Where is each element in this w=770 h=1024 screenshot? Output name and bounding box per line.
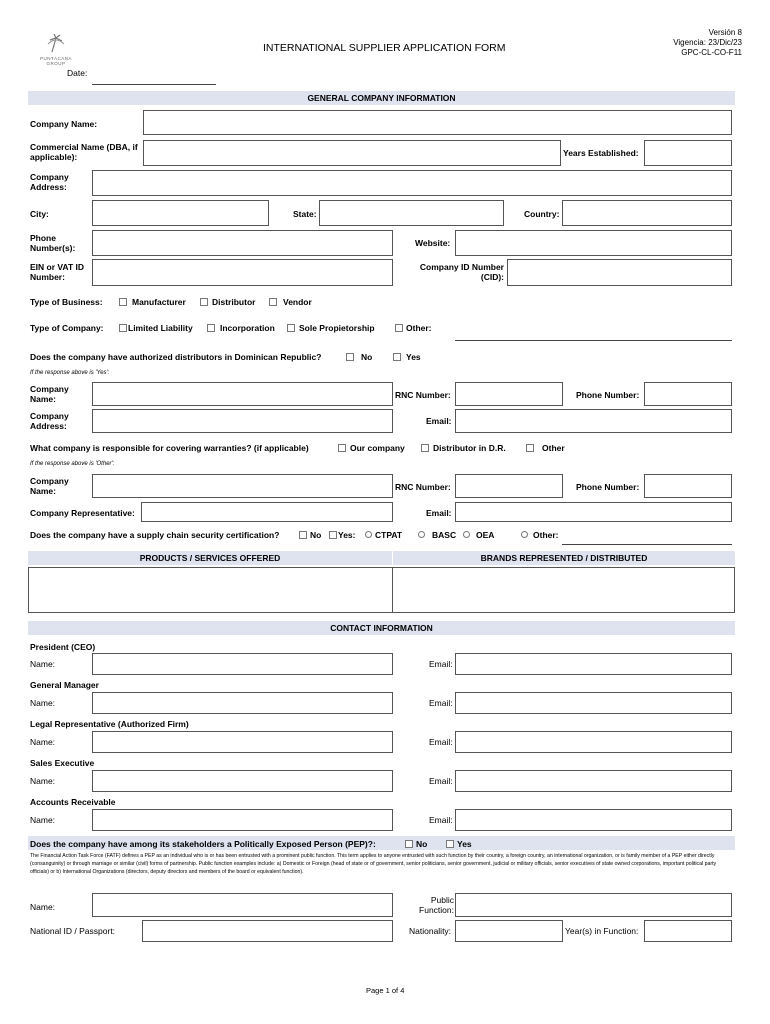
- pep-public-function-field[interactable]: [455, 893, 732, 917]
- date-input-line[interactable]: [92, 84, 216, 85]
- dist-phone-label: Phone Number:: [576, 390, 640, 400]
- pep-national-id-field[interactable]: [142, 920, 393, 942]
- legal-email-field[interactable]: [455, 731, 732, 753]
- warranty-phone-label: Phone Number:: [576, 482, 640, 492]
- state-label: State:: [293, 209, 317, 219]
- ein-vat-field[interactable]: [92, 259, 393, 286]
- dist-address-field[interactable]: [92, 409, 393, 433]
- distributors-yes-checkbox[interactable]: [393, 353, 401, 361]
- other-company-type-line[interactable]: [455, 340, 732, 341]
- brands-header: BRANDS REPRESENTED / DISTRIBUTED: [393, 551, 735, 565]
- dist-company-name-field[interactable]: [92, 382, 393, 406]
- ar-email-field[interactable]: [455, 809, 732, 831]
- distributors-yes-note: If the response above is 'Yes':: [30, 370, 110, 376]
- city-field[interactable]: [92, 200, 269, 226]
- years-established-field[interactable]: [644, 140, 732, 166]
- security-yes-checkbox[interactable]: [329, 531, 337, 539]
- dist-email-field[interactable]: [455, 409, 732, 433]
- distributors-question: Does the company have authorized distributors in Dominican Republic?: [30, 352, 322, 362]
- date-label: Date:: [67, 68, 88, 78]
- version-block: [640, 28, 742, 58]
- warranty-phone-field[interactable]: [644, 474, 732, 498]
- incorporation-option: Incorporation: [220, 323, 275, 333]
- ar-name-label: Name:: [30, 815, 56, 825]
- other-company-type-option: Other:: [406, 323, 432, 333]
- sole-proprietorship-checkbox[interactable]: [287, 324, 295, 332]
- warranty-other-note: If the response above is 'Other':: [30, 461, 115, 467]
- dist-address-label: Company Address:: [30, 411, 69, 431]
- sales-email-field[interactable]: [455, 770, 732, 792]
- general-section-header: GENERAL COMPANY INFORMATION: [28, 91, 735, 105]
- role-ceo-label: President (CEO): [30, 642, 96, 652]
- company-type-label: Type of Company:: [30, 323, 104, 333]
- products-header: PRODUCTS / SERVICES OFFERED: [28, 551, 392, 565]
- logo-text: PUNTACANA GROUP: [40, 56, 72, 66]
- business-type-label: Type of Business:: [30, 297, 103, 307]
- security-no-label: No: [310, 530, 322, 540]
- other-cert-option: Other:: [533, 530, 559, 540]
- validity-text: Vigencia: 23/Dic/23: [673, 38, 742, 47]
- warranty-our-company-option: Our company: [350, 443, 405, 453]
- warranty-our-company-checkbox[interactable]: [338, 444, 346, 452]
- pep-nationality-field[interactable]: [455, 920, 563, 942]
- sales-name-field[interactable]: [92, 770, 393, 792]
- phone-numbers-label: Phone Number(s):: [30, 233, 76, 253]
- ceo-email-label: Email:: [429, 659, 453, 669]
- form-title: INTERNATIONAL SUPPLIER APPLICATION FORM: [263, 42, 506, 54]
- oea-option: OEA: [476, 530, 495, 540]
- security-no-checkbox[interactable]: [299, 531, 307, 539]
- sales-email-label: Email:: [429, 776, 453, 786]
- ctpat-radio[interactable]: [365, 531, 372, 538]
- years-established-label: Years Established:: [563, 148, 639, 158]
- state-field[interactable]: [319, 200, 504, 226]
- warranty-distributor-option: Distributor in D.R.: [433, 443, 506, 453]
- sole-proprietorship-option: Sole Propietorship: [299, 323, 375, 333]
- pep-nationality-label: Nationality:: [409, 926, 452, 936]
- website-label: Website:: [415, 238, 451, 248]
- legal-name-label: Name:: [30, 737, 56, 747]
- company-address-field[interactable]: [92, 170, 732, 196]
- manufacturer-option: Manufacturer: [132, 297, 186, 307]
- country-label: Country:: [524, 209, 560, 219]
- other-cert-line[interactable]: [562, 544, 732, 545]
- warranty-representative-field[interactable]: [141, 502, 393, 522]
- warranty-question: What company is responsible for covering warranties? (if applicable): [30, 443, 309, 453]
- limited-liability-option: Limited Liability: [128, 323, 193, 333]
- incorporation-checkbox[interactable]: [207, 324, 215, 332]
- limited-liability-checkbox[interactable]: [119, 324, 127, 332]
- dist-rnc-label: RNC Number:: [395, 390, 451, 400]
- vendor-option: Vendor: [283, 297, 312, 307]
- warranty-distributor-checkbox[interactable]: [421, 444, 429, 452]
- dist-email-label: Email:: [426, 416, 452, 426]
- gm-name-label: Name:: [30, 698, 56, 708]
- company-id-label: Company ID Number (CID):: [419, 262, 504, 282]
- manufacturer-checkbox[interactable]: [119, 298, 127, 306]
- legal-name-field[interactable]: [92, 731, 393, 753]
- distributors-yes-label: Yes: [406, 352, 421, 362]
- website-field[interactable]: [455, 230, 732, 256]
- gm-email-field[interactable]: [455, 692, 732, 714]
- role-gm-label: General Manager: [30, 680, 99, 690]
- pep-no-label: No: [416, 839, 428, 849]
- pep-yes-label: Yes: [457, 839, 472, 849]
- commercial-name-label: Commercial Name (DBA, if applicable):: [30, 142, 138, 162]
- oea-radio[interactable]: [463, 531, 470, 538]
- pep-years-function-label: Year(s) in Function:: [565, 926, 639, 936]
- role-ar-label: Accounts Receivable: [30, 797, 116, 807]
- ceo-name-label: Name:: [30, 659, 56, 669]
- phone-numbers-field[interactable]: [92, 230, 393, 256]
- brands-field[interactable]: [392, 567, 735, 613]
- warranty-email-label: Email:: [426, 508, 452, 518]
- pep-name-label: Name:: [30, 902, 56, 912]
- pep-public-function-label: Public Function:: [419, 895, 454, 915]
- warranty-other-checkbox[interactable]: [526, 444, 534, 452]
- security-yes-label: Yes:: [338, 530, 356, 540]
- palm-logo-icon: [30, 34, 82, 54]
- warranty-other-option: Other: [542, 443, 565, 453]
- vendor-checkbox[interactable]: [269, 298, 277, 306]
- gm-name-field[interactable]: [92, 692, 393, 714]
- ceo-name-field[interactable]: [92, 653, 393, 675]
- role-sales-label: Sales Executive: [30, 758, 95, 768]
- warranty-company-name-label: Company Name:: [30, 476, 69, 496]
- security-question: Does the company have a supply chain security certification?: [30, 530, 280, 540]
- pep-definition: The Financial Action Task Force (FATF) defines a PEP as an individual who is or has been entrusted with a prominent public function. This term applies to anyone entrusted with such function by their country, a foreign country, an international organization, or is family member of a PEP either directly (consanguinity) or through marriage or similar (civil) forms of partnership. Public function examples include: a) Domestic or Foreign (head of state or of government, senior politicians, senior government, judicial or military officials, senior executives of state owned corporations, important political party officials) or b) International Organizations (directors, deputy directors and members of the board or equivalent function).: [30, 853, 717, 875]
- warranty-rnc-field[interactable]: [455, 474, 563, 498]
- company-name-label: Company Name:: [30, 119, 98, 129]
- basc-option: BASC: [432, 530, 457, 540]
- distributor-checkbox[interactable]: [200, 298, 208, 306]
- commercial-name-field[interactable]: [143, 140, 561, 166]
- pep-years-function-field[interactable]: [644, 920, 732, 942]
- pep-yes-checkbox[interactable]: [446, 840, 454, 848]
- country-field[interactable]: [562, 200, 732, 226]
- contact-section-header: CONTACT INFORMATION: [28, 621, 735, 635]
- city-label: City:: [30, 209, 49, 219]
- company-logo: [30, 34, 82, 64]
- warranty-representative-label: Company Representative:: [30, 508, 135, 518]
- dist-rnc-field[interactable]: [455, 382, 563, 406]
- ctpat-option: CTPAT: [375, 530, 403, 540]
- warranty-company-name-field[interactable]: [92, 474, 393, 498]
- pep-national-id-label: National ID / Passport:: [30, 926, 116, 936]
- distributors-no-checkbox[interactable]: [346, 353, 354, 361]
- code-text: GPC-CL-CO-F11: [681, 48, 742, 57]
- basc-radio[interactable]: [418, 531, 425, 538]
- company-id-field[interactable]: [507, 259, 732, 286]
- ar-name-field[interactable]: [92, 809, 393, 831]
- sales-name-label: Name:: [30, 776, 56, 786]
- distributors-no-label: No: [361, 352, 373, 362]
- legal-email-label: Email:: [429, 737, 453, 747]
- company-name-field[interactable]: [143, 110, 732, 135]
- version-text: Versión 8: [708, 28, 742, 37]
- role-legal-label: Legal Representative (Authorized Firm): [30, 719, 189, 729]
- company-address-label: Company Address:: [30, 172, 69, 192]
- ar-email-label: Email:: [429, 815, 453, 825]
- pep-no-checkbox[interactable]: [405, 840, 413, 848]
- warranty-email-field[interactable]: [455, 502, 732, 522]
- distributor-option: Distributor: [212, 297, 256, 307]
- products-field[interactable]: [28, 567, 393, 613]
- dist-company-name-label: Company Name:: [30, 384, 69, 404]
- page-number: Page 1 of 4: [366, 986, 405, 995]
- dist-phone-field[interactable]: [644, 382, 732, 406]
- other-company-type-checkbox[interactable]: [395, 324, 403, 332]
- pep-question: Does the company have among its stakeholders a Politically Exposed Person (PEP)?:: [30, 839, 376, 849]
- other-cert-radio[interactable]: [521, 531, 528, 538]
- ein-vat-label: EIN or VAT ID Number:: [30, 262, 84, 282]
- ceo-email-field[interactable]: [455, 653, 732, 675]
- gm-email-label: Email:: [429, 698, 453, 708]
- pep-name-field[interactable]: [92, 893, 393, 917]
- warranty-rnc-label: RNC Number:: [395, 482, 451, 492]
